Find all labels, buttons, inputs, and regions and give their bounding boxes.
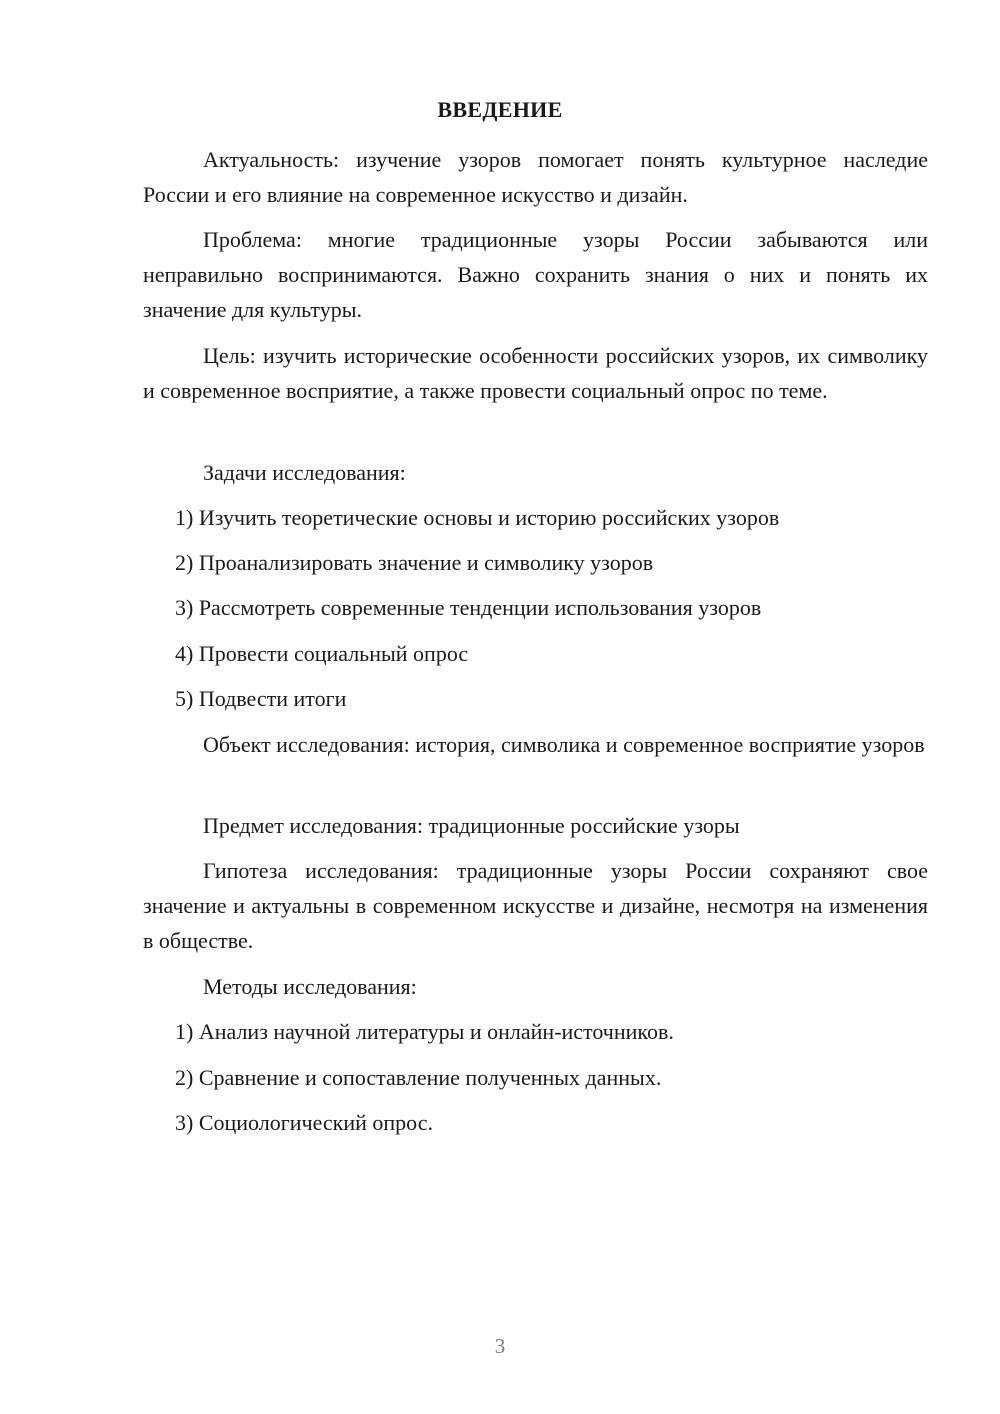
task-item: 2) Проанализировать значение и символику узоров bbox=[175, 550, 654, 575]
method-item: 3) Социологический опрос. bbox=[175, 1110, 433, 1135]
object-paragraph: Объект исследования: история, символика и современное восприятие узоров bbox=[203, 732, 925, 757]
methods-title: Методы исследования: bbox=[203, 974, 417, 999]
page-title: ВВЕДЕНИЕ bbox=[437, 97, 563, 122]
tasks-title: Задачи исследования: bbox=[203, 460, 406, 485]
subject-paragraph: Предмет исследования: традиционные российские узоры bbox=[203, 813, 740, 838]
task-item: 1) Изучить теоретические основы и историю российских узоров bbox=[175, 505, 780, 530]
method-item: 1) Анализ научной литературы и онлайн-источников. bbox=[175, 1019, 674, 1044]
method-item: 2) Сравнение и сопоставление полученных данных. bbox=[175, 1065, 662, 1090]
task-item: 3) Рассмотреть современные тенденции использования узоров bbox=[175, 595, 762, 620]
task-item: 5) Подвести итоги bbox=[175, 686, 347, 711]
relevance-paragraph: Актуальность: изучение узоров помогает понять культурное наследие России и его влияние на современное искусство и дизайн. bbox=[143, 147, 928, 207]
hypothesis-paragraph: Гипотеза исследования: традиционные узоры России сохраняют свое значение и актуальны в современном искусстве и дизайне, несмотря на изменения в обществе. bbox=[143, 858, 928, 953]
problem-paragraph: Проблема: многие традиционные узоры России забываются или неправильно воспринимаются. Важно сохранить знания о них и понять их значение для культуры. bbox=[143, 227, 928, 322]
goal-paragraph: Цель: изучить исторические особенности российских узоров, их символику и современное восприятие, а также провести социальный опрос по теме. bbox=[143, 343, 928, 403]
page-number: 3 bbox=[494, 1334, 506, 1358]
task-item: 4) Провести социальный опрос bbox=[175, 641, 469, 666]
